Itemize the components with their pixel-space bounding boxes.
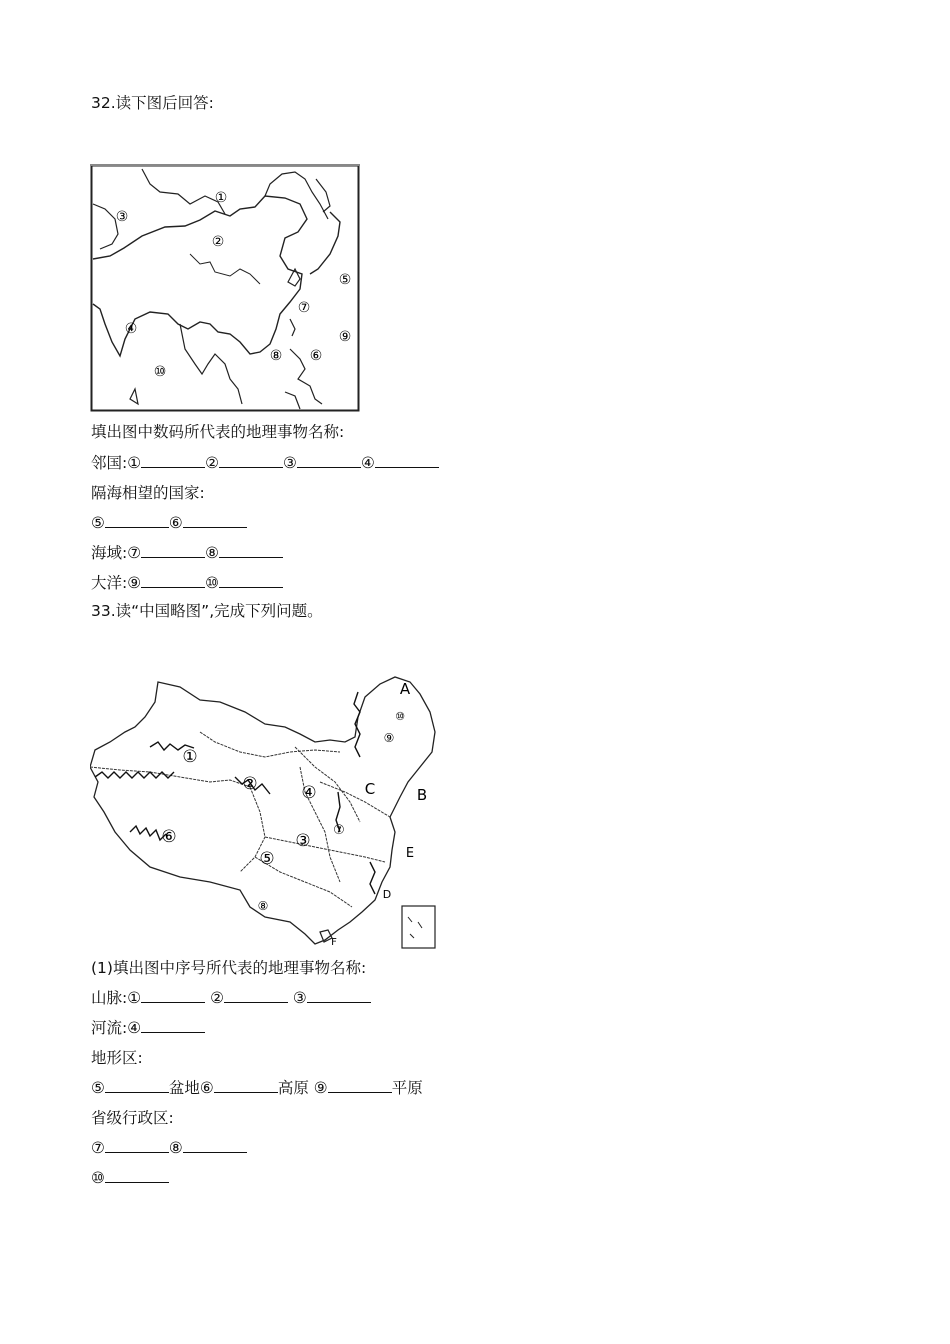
answer-blank[interactable]	[105, 513, 169, 528]
q32-map-label-2: ②	[211, 234, 225, 250]
q33-map-label-6: ⑥	[161, 827, 177, 847]
mark: ⑥	[168, 514, 183, 532]
mark: ⑦	[91, 1139, 105, 1157]
q32-map-label-3: ③	[115, 209, 129, 225]
q33-province-row-2	[91, 1167, 169, 1189]
mark: ②	[210, 989, 224, 1007]
terrain-suffix: 高原	[277, 1079, 309, 1097]
answer-blank[interactable]	[297, 453, 361, 468]
q32-seas-row	[91, 542, 283, 564]
q32-title: 32.读下图后回答:	[91, 94, 214, 112]
answer-blank[interactable]	[141, 573, 205, 588]
q33-mountains-label: 山脉:	[91, 989, 128, 1007]
q33-map-letter-d: D	[382, 888, 392, 901]
q33-map-svg	[90, 672, 440, 954]
q32-map-label-8: ⑧	[269, 348, 283, 364]
answer-blank[interactable]	[105, 1138, 169, 1153]
mark: ⑤	[91, 514, 105, 532]
q33-map-letter-c: C	[364, 780, 376, 798]
q32-seas-label: 海域:	[91, 544, 128, 562]
mark: ⑩	[91, 1169, 105, 1187]
mark: ⑧	[168, 1139, 183, 1157]
q33-map-label-8: ⑧	[257, 899, 269, 913]
mark: ①	[127, 989, 142, 1007]
q33-map-label-9: ⑨	[383, 731, 395, 745]
mark: ③	[292, 989, 307, 1007]
mark: ⑥	[199, 1079, 214, 1097]
q33-map-label-1: ①	[182, 747, 198, 767]
answer-blank[interactable]	[141, 1018, 205, 1033]
answer-blank[interactable]	[183, 513, 247, 528]
q32-map-label-10: ⑩	[153, 364, 167, 380]
q33-title: 33.读“中国略图”,完成下列问题。	[91, 602, 323, 620]
q33-map-label-3: ③	[295, 831, 311, 851]
mark: ④	[127, 1019, 142, 1037]
terrain-suffix: 平原	[391, 1079, 423, 1097]
q33-sub1: (1)填出图中序号所代表的地理事物名称:	[91, 959, 367, 977]
q33-terrain-row	[91, 1077, 423, 1099]
answer-blank[interactable]	[105, 1078, 169, 1093]
q33-map-label-10: ⑩	[395, 710, 405, 723]
q32-map-label-5: ⑤	[338, 272, 352, 288]
mark: ③	[283, 454, 297, 472]
q32-map-svg	[90, 164, 360, 412]
q32-instruction: 填出图中数码所代表的地理事物名称:	[91, 423, 345, 441]
mark: ②	[205, 454, 220, 472]
answer-blank[interactable]	[307, 988, 371, 1003]
q32-sea-countries-label: 隔海相望的国家:	[91, 484, 205, 502]
q33-map-label-2: ②	[242, 774, 258, 794]
answer-blank[interactable]	[219, 543, 283, 558]
q33-map-letter-b: B	[416, 786, 428, 804]
q32-neighbors-label: 邻国:	[91, 454, 128, 472]
q33-province-row-1	[91, 1137, 247, 1159]
answer-blank[interactable]	[214, 1078, 278, 1093]
q33-map-letter-e: E	[405, 846, 415, 861]
mark: ⑤	[91, 1079, 105, 1097]
q33-rivers-label: 河流:	[91, 1019, 128, 1037]
answer-blank[interactable]	[105, 1168, 169, 1183]
answer-blank[interactable]	[224, 988, 288, 1003]
mark: ④	[360, 454, 375, 472]
q32-asia-map	[90, 164, 360, 412]
q33-mountains-row	[91, 987, 371, 1009]
q33-china-map	[90, 672, 440, 954]
answer-blank[interactable]	[141, 543, 205, 558]
answer-blank[interactable]	[141, 453, 205, 468]
mark: ①	[127, 454, 142, 472]
q32-map-label-4: ④	[124, 321, 138, 337]
mark: ⑧	[205, 544, 220, 562]
q33-terrain-label: 地形区:	[91, 1049, 143, 1067]
answer-blank[interactable]	[219, 453, 283, 468]
answer-blank[interactable]	[141, 988, 205, 1003]
answer-blank[interactable]	[183, 1138, 247, 1153]
q33-map-label-7: ⑦	[333, 823, 345, 838]
mark: ⑨	[313, 1079, 328, 1097]
answer-blank[interactable]	[375, 453, 439, 468]
mark: ⑦	[127, 544, 142, 562]
q32-oceans-label: 大洋:	[91, 574, 128, 592]
q32-neighbors-row	[91, 452, 439, 474]
q32-oceans-row	[91, 572, 283, 594]
q33-map-letter-a: A	[399, 680, 411, 698]
q33-map-label-5: ⑤	[259, 849, 275, 869]
mark: ⑨	[127, 574, 142, 592]
q32-sea-countries-row	[91, 512, 247, 534]
answer-blank[interactable]	[219, 573, 283, 588]
q33-rivers-row	[91, 1017, 205, 1039]
q33-map-label-4: ④	[301, 783, 317, 803]
q33-province-label: 省级行政区:	[91, 1109, 174, 1127]
q32-map-label-6: ⑥	[309, 348, 323, 364]
answer-blank[interactable]	[328, 1078, 392, 1093]
q32-map-label-9: ⑨	[338, 329, 352, 345]
q32-map-label-7: ⑦	[297, 300, 311, 316]
terrain-suffix: 盆地	[168, 1079, 200, 1097]
mark: ⑩	[205, 574, 220, 592]
q33-map-letter-f: F	[331, 937, 337, 948]
q32-map-label-1: ①	[214, 190, 228, 206]
